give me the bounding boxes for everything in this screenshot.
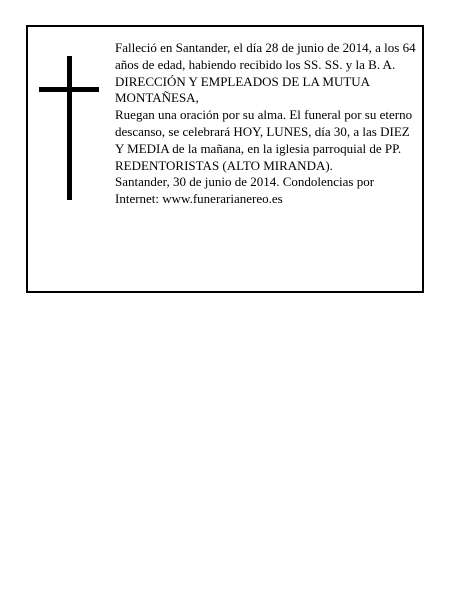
cross-horizontal-bar — [39, 87, 99, 92]
cross-icon — [39, 56, 99, 200]
notice-text — [115, 40, 420, 208]
cross-vertical-bar — [67, 56, 72, 200]
place-date-condolences: Santander, 30 de junio de 2014. Condolencias por Internet: www.funerarianereo.es — [115, 174, 375, 207]
mourners-line: DIRECCIÓN Y EMPLEADOS DE LA MUTUA MONTAÑESA, — [115, 73, 370, 106]
funeral-details: Ruegan una oración por su alma. El funeral por su eterno descanso, se celebrará HOY, LUNES, día 30, a las DIEZ Y MEDIA de la mañana, en la iglesia parroquial de PP. REDENTORISTAS (ALTO MIRANDA). — [115, 107, 413, 173]
death-announcement: Falleció en Santander, el día 28 de junio de 2014, a los 64 años de edad, habiendo recibido los SS. SS. y la B. A. — [115, 40, 416, 72]
obituary-notice — [26, 25, 424, 293]
